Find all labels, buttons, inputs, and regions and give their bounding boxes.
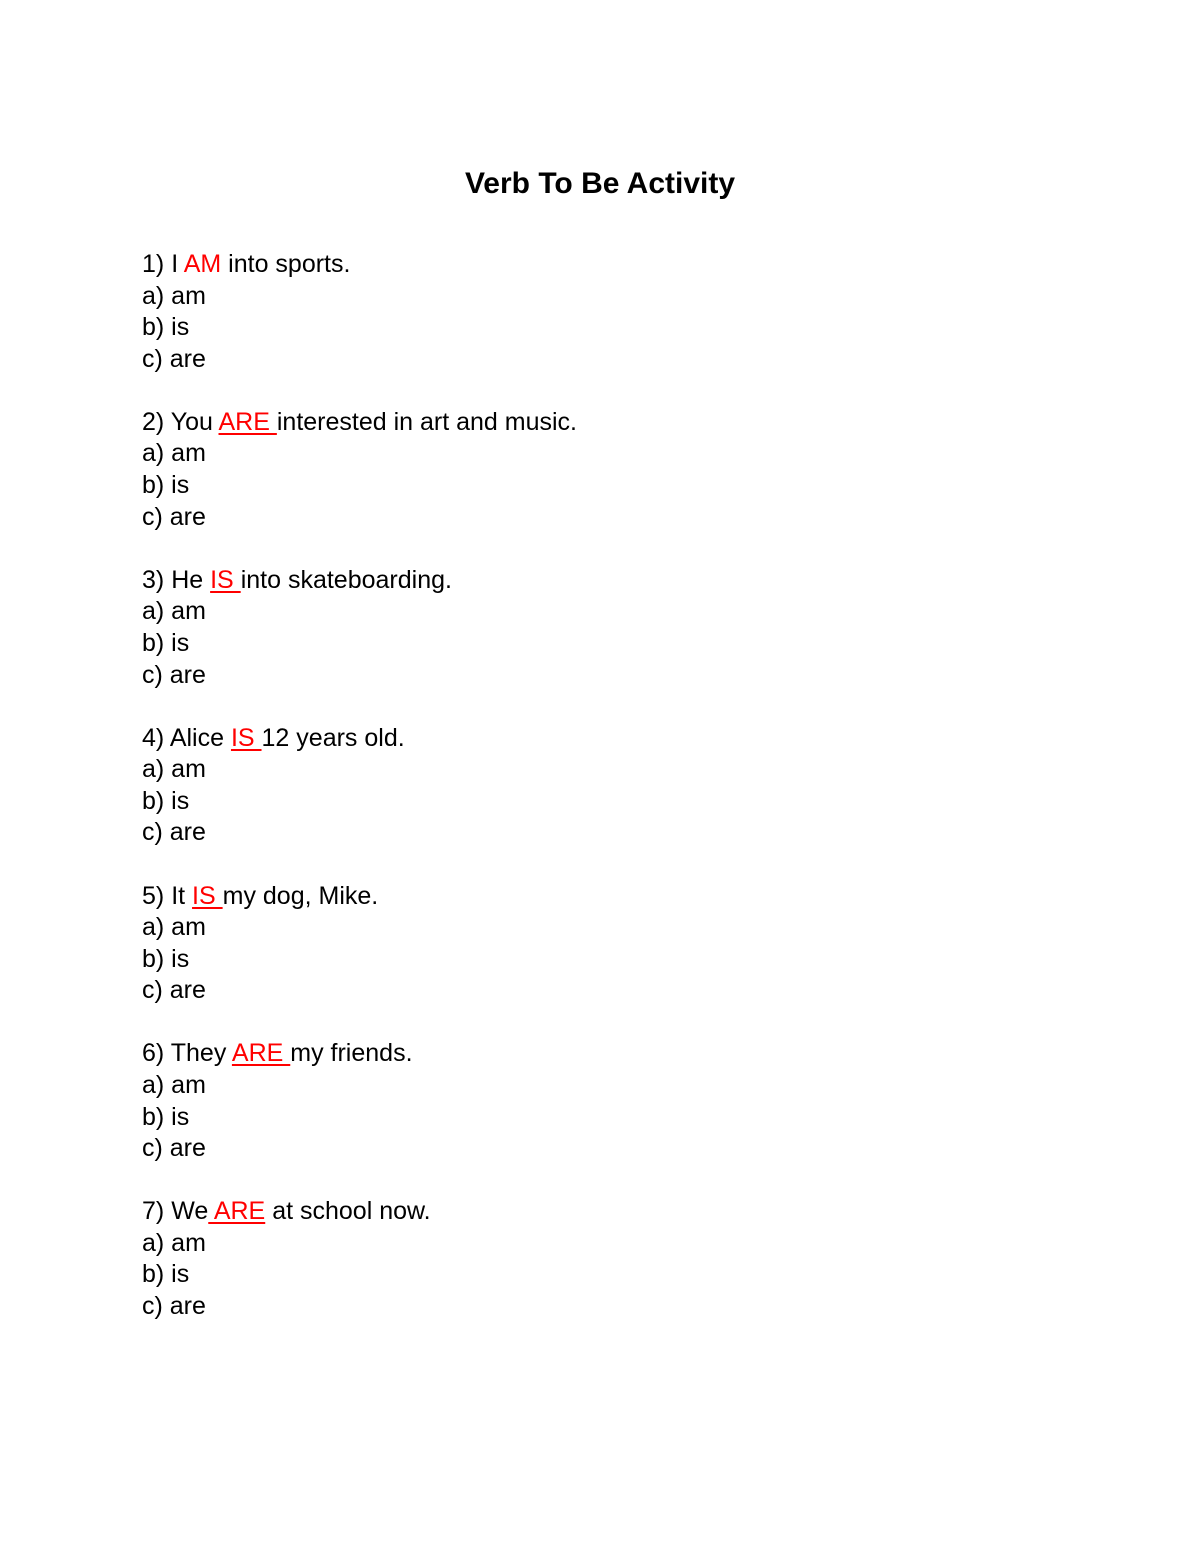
question-number: 3) bbox=[142, 565, 165, 594]
question-list bbox=[142, 249, 1142, 1354]
answer-option: c) are bbox=[142, 1134, 206, 1163]
question-text-before: It bbox=[171, 881, 186, 910]
question-text-before: Alice bbox=[169, 723, 224, 752]
question-stem bbox=[142, 1196, 1142, 1228]
answer-option: b) is bbox=[142, 313, 190, 342]
answer-option: a) am bbox=[142, 755, 206, 784]
question-text-after: into sports. bbox=[228, 250, 351, 278]
question-5 bbox=[142, 881, 1142, 1007]
answer-option: c) are bbox=[142, 1292, 206, 1321]
filled-answer: IS bbox=[192, 881, 223, 910]
question-text-before: We bbox=[171, 1197, 209, 1226]
question-stem bbox=[142, 1038, 1142, 1070]
answer-option: a) am bbox=[142, 281, 206, 310]
answer-option: b) is bbox=[142, 471, 190, 500]
answer-option: c) are bbox=[142, 502, 206, 531]
question-text-before: He bbox=[171, 565, 204, 594]
question-3 bbox=[142, 565, 1142, 691]
question-7 bbox=[142, 1196, 1142, 1322]
filled-answer: ARE bbox=[218, 407, 277, 436]
question-number: 2) bbox=[142, 407, 165, 436]
question-6 bbox=[142, 1038, 1142, 1164]
answer-option: b) is bbox=[142, 1260, 190, 1289]
question-number: 1) bbox=[142, 250, 165, 278]
answer-option: a) am bbox=[142, 913, 206, 942]
question-text-after: into skateboarding. bbox=[240, 565, 452, 594]
filled-answer: AM bbox=[183, 250, 222, 278]
question-text-before: They bbox=[170, 1039, 227, 1068]
filled-answer: IS bbox=[230, 723, 262, 752]
question-1 bbox=[142, 249, 1142, 375]
question-text-before: I bbox=[171, 250, 179, 278]
answer-option: c) are bbox=[142, 818, 206, 847]
question-2 bbox=[142, 407, 1142, 533]
filled-answer: IS bbox=[210, 565, 241, 594]
question-text-after: at school now. bbox=[272, 1197, 431, 1226]
filled-answer: ARE bbox=[208, 1197, 266, 1226]
question-stem bbox=[142, 407, 1142, 439]
answer-option: c) are bbox=[142, 660, 206, 689]
question-number: 7) bbox=[142, 1197, 165, 1226]
answer-option: c) are bbox=[142, 976, 206, 1005]
answer-option: b) is bbox=[142, 628, 190, 657]
question-stem bbox=[142, 881, 1142, 913]
question-text-after: interested in art and music. bbox=[276, 407, 578, 436]
answer-option: b) is bbox=[142, 1102, 190, 1131]
answer-option: b) is bbox=[142, 944, 190, 973]
question-text-after: my dog, Mike. bbox=[222, 881, 379, 910]
answer-option: b) is bbox=[142, 786, 190, 815]
question-number: 5) bbox=[142, 881, 165, 910]
answer-option: a) am bbox=[142, 1070, 206, 1099]
question-text-after: my friends. bbox=[290, 1039, 413, 1068]
question-text-before: You bbox=[170, 407, 213, 436]
question-stem bbox=[142, 249, 1142, 281]
question-number: 4) bbox=[142, 723, 165, 752]
answer-option: c) are bbox=[142, 344, 206, 373]
answer-option: a) am bbox=[142, 1228, 206, 1257]
question-4 bbox=[142, 723, 1142, 849]
answer-option: a) am bbox=[142, 597, 206, 626]
question-stem bbox=[142, 723, 1142, 755]
filled-answer: ARE bbox=[231, 1039, 291, 1068]
question-text-after: 12 years old. bbox=[261, 723, 405, 752]
question-number: 6) bbox=[142, 1039, 165, 1068]
document-title: Verb To Be Activity bbox=[464, 167, 736, 200]
question-stem bbox=[142, 565, 1142, 597]
answer-option: a) am bbox=[142, 439, 206, 468]
